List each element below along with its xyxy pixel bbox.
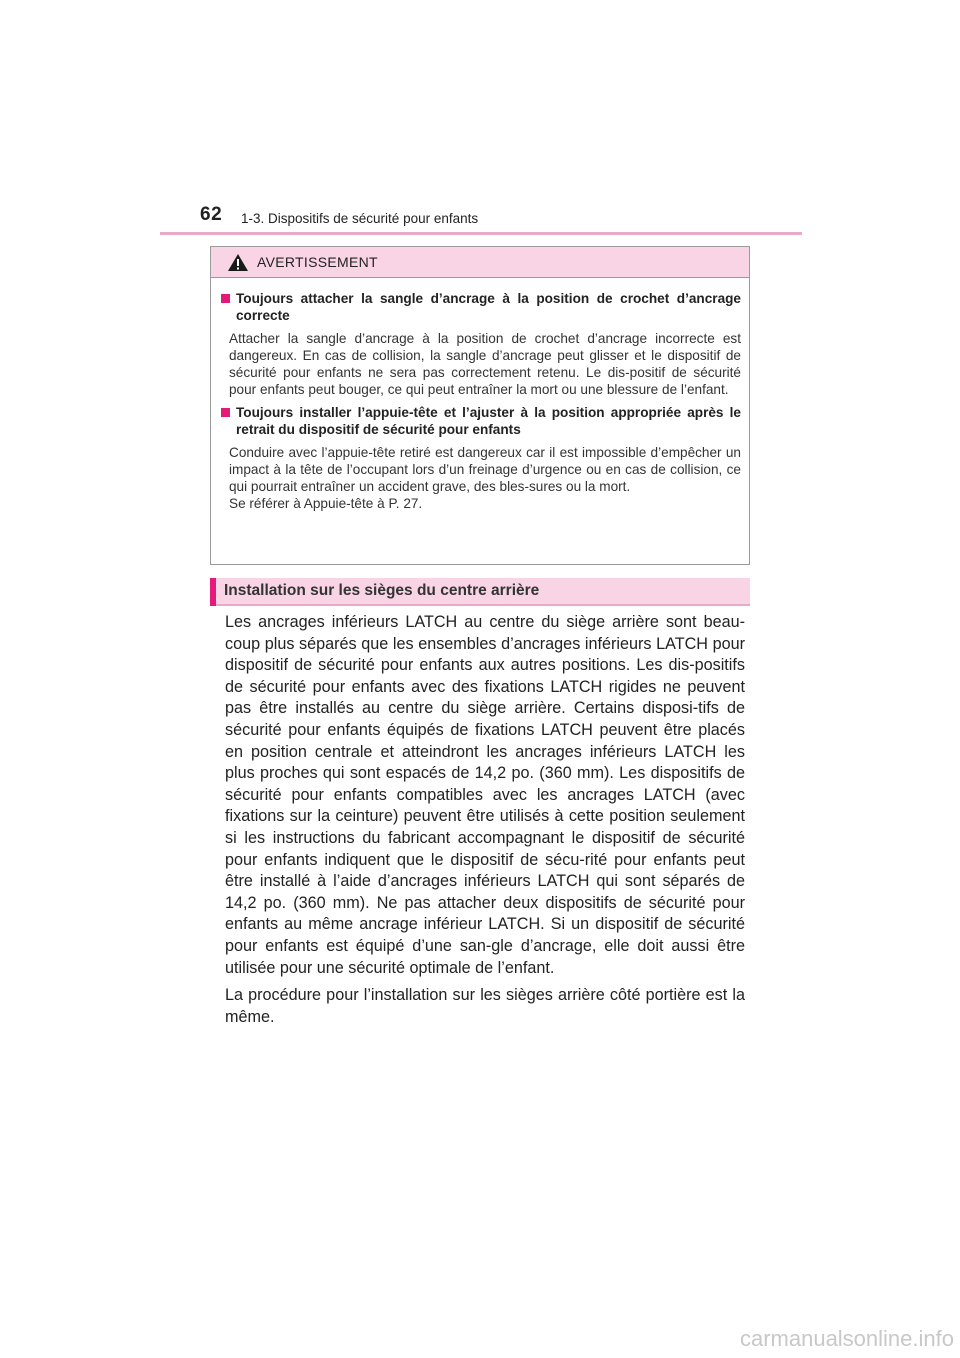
bullet-square-icon [221,408,230,417]
warning-header [211,247,749,278]
warning-box [210,246,750,565]
warning-item-heading [221,290,741,324]
watermark: carmanualsonline.info [739,1326,954,1351]
warning-reference: Se référer à Appuie-tête à P. 27. [229,496,423,511]
page-number: 62 [200,204,223,225]
header-rule [160,232,802,235]
warning-item [221,290,741,398]
warning-item-heading-text: Toujours installer l’appuie-tête et l’ajuster à la position appropriée après le retrait du dispositif de sécurité pour enfants [236,405,741,437]
warning-item-heading [221,404,741,438]
section-title: 1-3. Dispositifs de sécurité pour enfants [241,211,479,226]
warning-body [211,278,749,512]
bullet-square-icon [221,294,230,303]
paragraph: La procédure pour l’installation sur les sièges arrière côté portière est la même. [225,986,745,1026]
body-text [225,612,745,1034]
subsection-heading [210,578,750,606]
warning-item-text: Attacher la sangle d’ancrage à la position de crochet d’ancrage incorrecte est dangereux. En cas de collision, la sangle d’ancrage peut glisser et le dispositif de sécurité pour enfants ne sera pas correctement retenu. Le dis-positif de sécurité pour enfants peut bouger, ce qui peut entraîner la mort ou une blessure de l’enfant. [229,331,741,397]
warning-item-text: Conduire avec l’appuie-tête retiré est dangereux car il est impossible d’empêcher un impact à la tête de l’occupant lors d’un freinage d’urgence ou en cas de collision, ce qui pourrait entraîner un accident grave, des bles-sures ou la mort. [229,445,741,494]
subsection-accent-bar [210,578,216,606]
paragraph: Les ancrages inférieurs LATCH au centre du siège arrière sont beau-coup plus séparés que les ensembles d’ancrages inférieurs LATCH pour dispositif de sécurité pour enfants aux autres positions. Les dis-positifs de sécurité pour enfants avec des fixations LATCH rigides ne peuvent pas être installés au centre du siège arrière. Certains disposi-tifs de sécurité pour enfants équipés de fixations LATCH peuvent être placés en position centrale et atteindront les ancrages inférieurs LATCH les plus proches qui sont espacés de 14,2 po. (360 mm). Les dispositifs de sécurité pour enfants compatibles avec les ancrages LATCH (avec fixations sur la ceinture) peuvent être utilisés à cette position seulement si les instructions du fabricant accompagnant le dispositif de sécurité pour enfants indiquent que le dispositif de sécu-rité pour enfants peut être installé à l’aide d’ancrages inférieurs LATCH qui sont séparés de 14,2 po. (360 mm). Ne pas attacher deux dispositifs de sécurité pour enfants au même ancrage inférieur LATCH. Si un dispositif de sécurité pour enfants est équipé d’une san-gle d’ancrage, elle doit aussi être utilisée pour une sécurité optimale de l’enfant. [225,613,745,977]
subsection-title: Installation sur les sièges du centre arrière [224,582,540,599]
warning-item-heading-text: Toujours attacher la sangle d’ancrage à la position de crochet d’ancrage correcte [236,291,741,323]
warning-title: AVERTISSEMENT [257,254,378,270]
warning-triangle-icon [227,253,249,272]
warning-item [221,404,741,512]
